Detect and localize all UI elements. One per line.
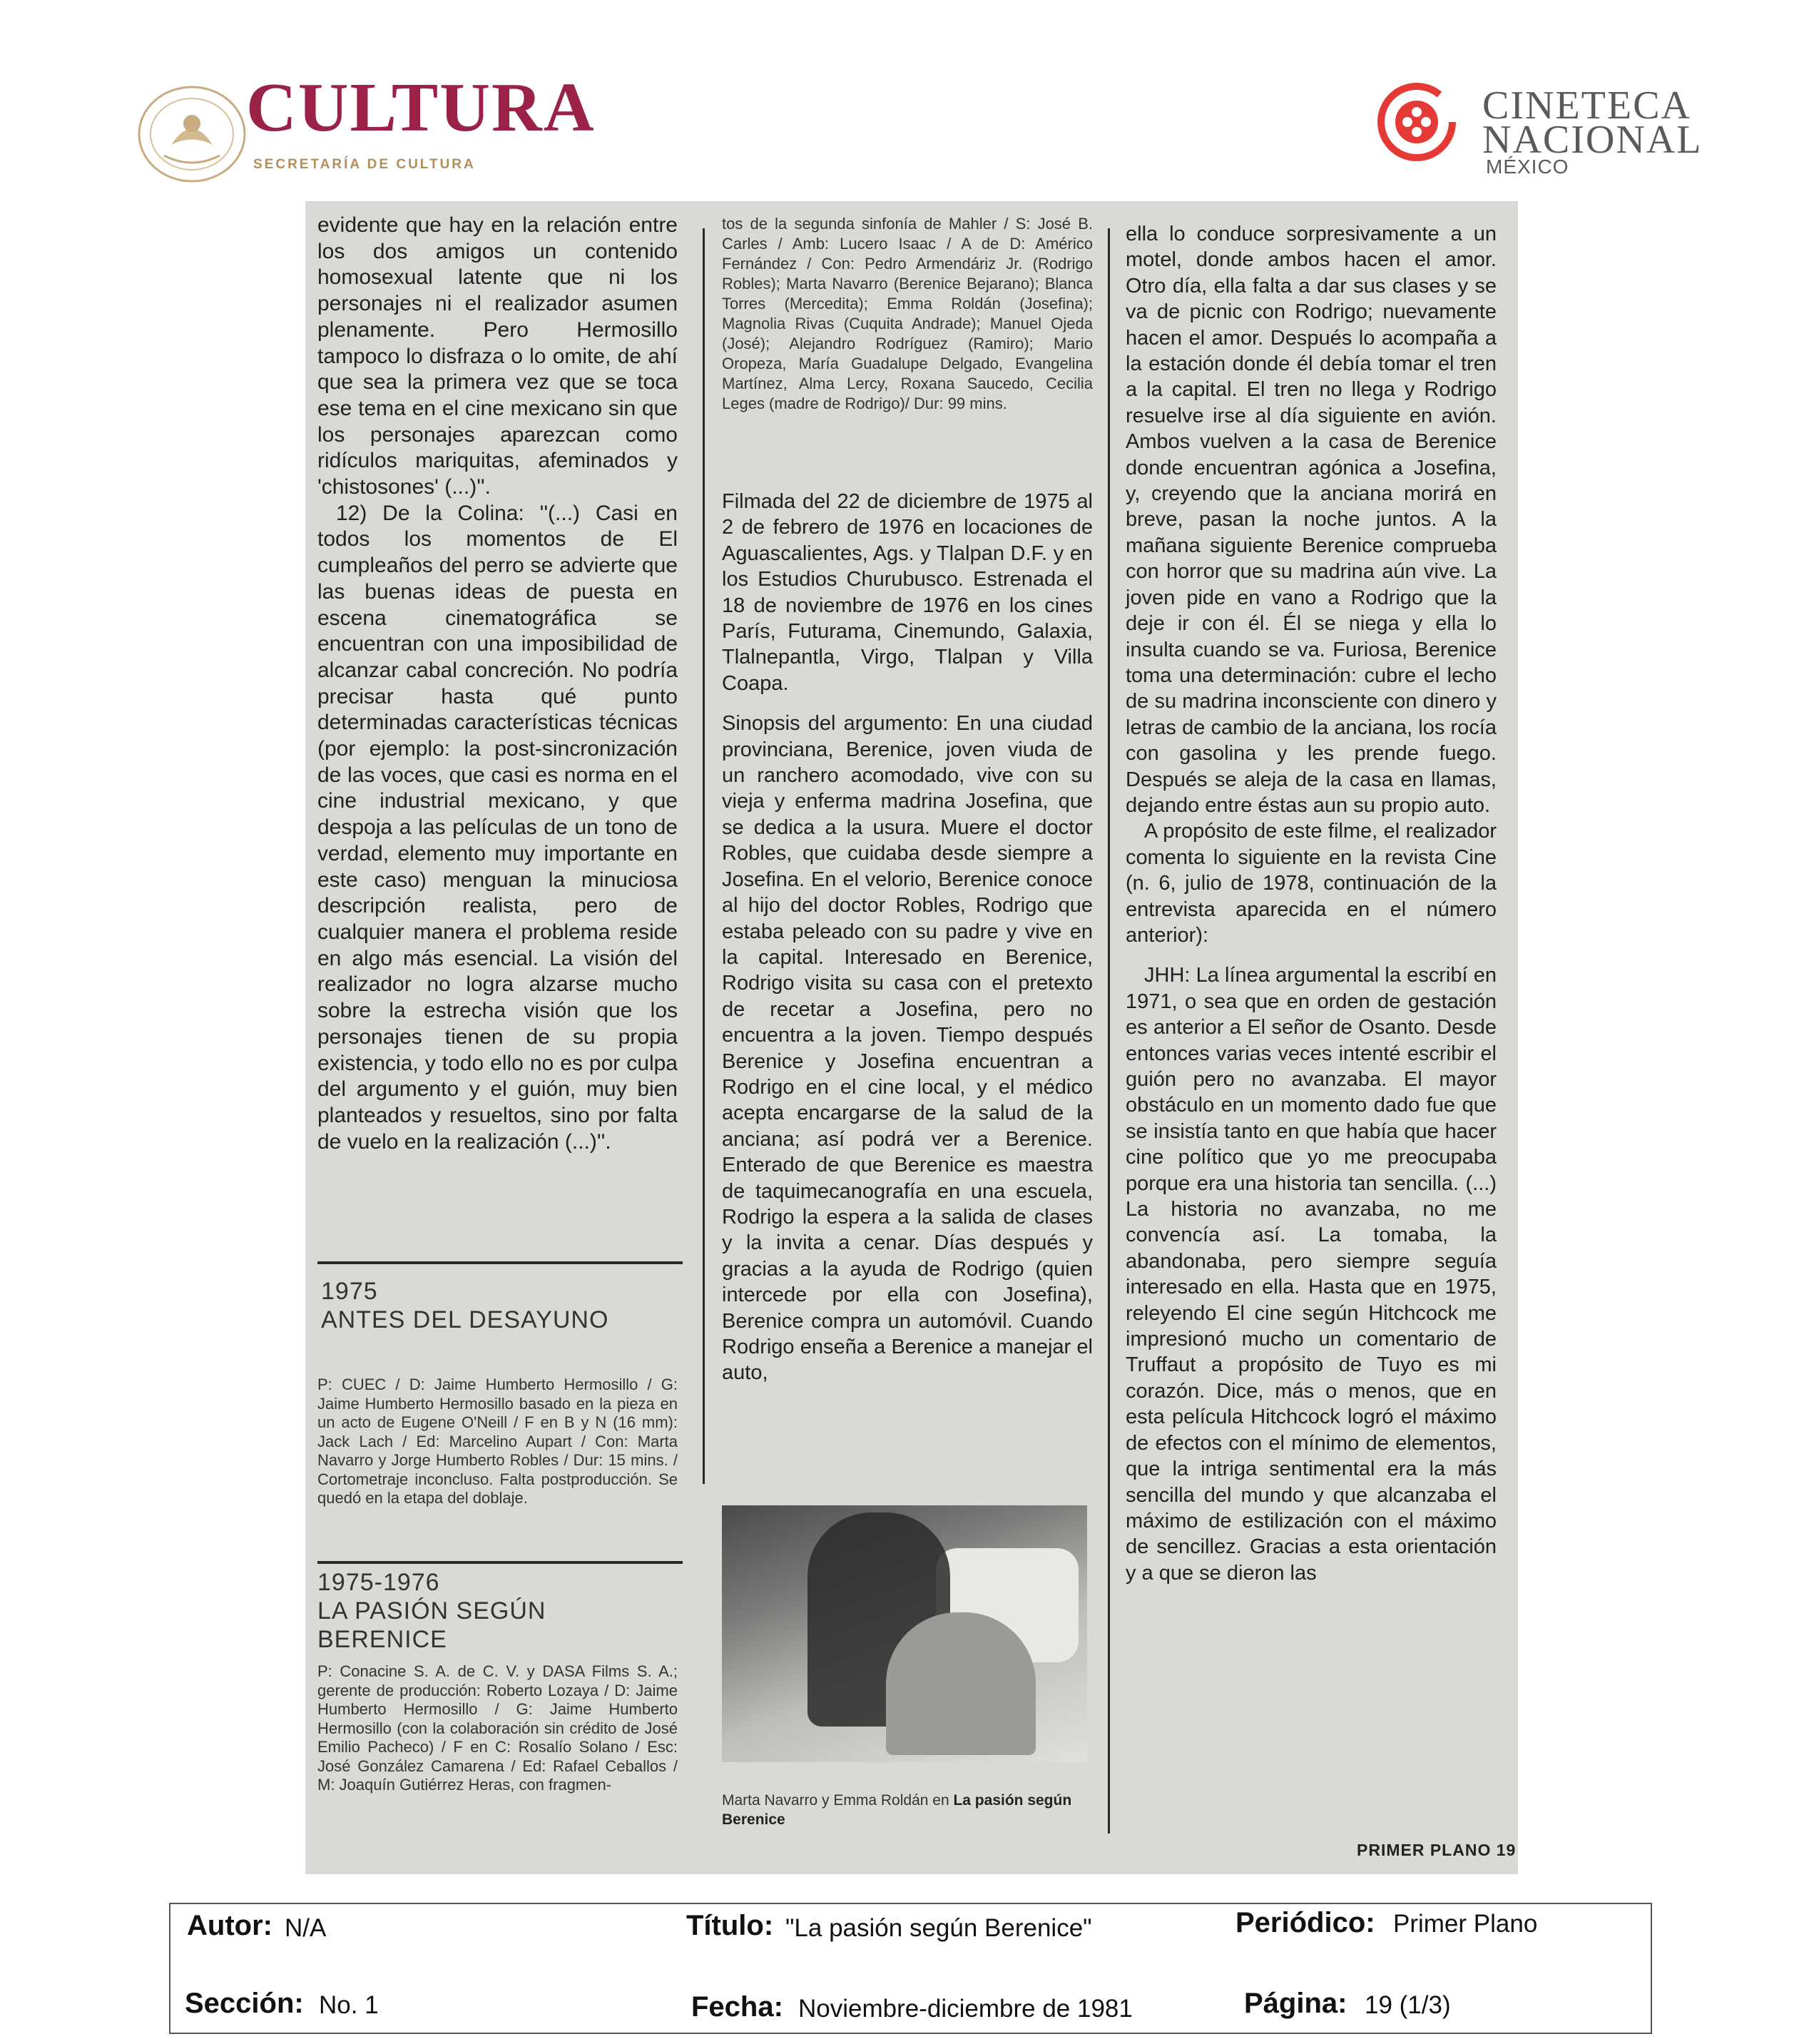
- seccion-value: No. 1: [319, 1991, 379, 2019]
- caption-film-title: La pasión según Berenice: [722, 1792, 1072, 1828]
- section-title-line: BERENICE: [317, 1626, 447, 1653]
- seccion-label: Sección:: [185, 1988, 304, 2019]
- section-credits: P: Conacine S. A. de C. V. y DASA Films S. A.; gerente de producción: Roberto Lozaya / D: Jaime Humberto Hermosillo / G: Jaime Humberto Hermosillo (con la colaboración sin crédito de José Emilio Pacheco) / F en C: Rosalío Solano / Esc: José González Camarena / Ed: Rafael Ceballos / M: Joaquín Gutiérrez Heras, con fragmen-: [317, 1662, 678, 1794]
- section-credits: P: CUEC / D: Jaime Humberto Hermosillo / G: Jaime Humberto Hermosillo basado en la pieza en un acto de Eugene O'Neill / F en B y N (16 mm): Jack Lach / Ed: Marcelino Aupart / Con: Marta Navarro y Jorge Humberto Robles / Dur: 15 mins. / Cortometraje inconcluso. Falta postproducción. Se quedó en la etapa del doblaje.: [317, 1376, 678, 1507]
- section-title: ANTES DEL DESAYUNO: [321, 1306, 609, 1333]
- paragraph: evidente que hay en la relación entre los dos amigos un contenido homosexual latente que ni los personajes ni el realizador asumen plenamente. Pero Hermosillo tampoco lo disfraza o lo omite, de ahí que sea la primera vez que se toca ese tema en el cine mexicano sin que los personajes aparezcan como ridículos mariquitas, afeminados y 'chistosones' (...)''.: [317, 213, 678, 499]
- column-divider: [703, 228, 705, 1484]
- section-divider: [317, 1261, 683, 1264]
- cineteca-line2: NACIONAL: [1482, 118, 1703, 162]
- metadata-box: [169, 1903, 1652, 2034]
- film-reel-icon: [1377, 82, 1457, 162]
- section-year: 1975: [321, 1278, 378, 1305]
- periodico-value: Primer Plano: [1393, 1910, 1538, 1938]
- mexico-seal-icon: [136, 84, 248, 184]
- pagina-label: Página:: [1244, 1988, 1347, 2019]
- article-column-1: [317, 213, 678, 1155]
- cineteca-line1: CINETECA: [1482, 83, 1691, 128]
- photo-figure: [886, 1612, 1036, 1755]
- paragraph: ella lo conduce sorpresivamente a un motel, donde ambos hacen el amor. Otro día, ella falta a dar sus clases y se va de picnic con Rodrigo; nuevamente hacen el amor. Después lo acompaña a la estación donde él debía tomar el tren a la capital. El tren no llega y Rodrigo resuelve irse al día siguiente en avión. Ambos vuelven a la casa de Berenice donde encuentran agónica a Josefina, y, creyendo que la anciana morirá en breve, pasan la noche juntos. A la mañana siguiente Berenice comprueba con horror que su madrina aún vive. La joven pide en vano a Rodrigo que la deje ir con él. Él se niega y ella lo insulta cuando se va. Furiosa, Berenice toma una determinación: cubre el lecho de su madrina inconsciente con dinero y letras de cambio de la anciana, los rocía con gasolina y les prende fuego. Después se aleja de la casa en llamas, dejando entre éstas aun su propio auto.: [1126, 223, 1497, 817]
- autor-value: N/A: [285, 1914, 327, 1942]
- film-credits: tos de la segunda sinfonía de Mahler / S: José B. Carles / Amb: Lucero Isaac / A de D: Américo Fernández / Con: Pedro Armendáriz Jr. (Rodrigo Robles); Marta Navarro (Berenice Bejarano); Blanca Torres (Mercedita); Emma Roldán (Josefina); Magnolia Rivas (Cuquita Andrade); Manuel Ojeda (José); Alejandro Rodríguez (Ramiro); Mario Oropeza, María Guadalupe Delgado, Evangelina Martínez, Alma Lercy, Roxana Saucedo, Cecilia Leges (madre de Rodrigo)/ Dur: 99 mins.: [722, 215, 1093, 412]
- fecha-value: Noviembre-diciembre de 1981: [798, 1995, 1133, 2023]
- section-title-line: LA PASIÓN SEGÚN: [317, 1597, 546, 1624]
- caption-text: Marta Navarro y Emma Roldán en: [722, 1792, 954, 1809]
- titulo-label: Título:: [686, 1910, 774, 1941]
- cultura-title: CULTURA: [246, 69, 596, 146]
- paragraph: 12) De la Colina: ''(...) Casi en todos los momentos de El cumpleaños del perro se advierte que las buenas ideas de puesta en escena cinematográfica se encuentran con una imposibilidad de alcanzar cabal concreción. No podría precisar hasta qué punto determinadas características técnicas (por ejemplo: la post-sincronización de las voces, que casi es norma en el cine industrial mexicano, y que despoja a las películas de un tono de verdad, elemento muy importante en este caso) menguan la minuciosa descripción realista, pero de cualquier manera el problema reside en algo más esencial. La visión del realizador no logra alzarse mucho sobre la estrecha visión que los personajes tienen de su propia existencia, y todo ello no es por culpa del argumento y el guión, muy bien planteados y resueltos, sino por falta de vuelo en la realización (...)''.: [317, 501, 678, 1154]
- section-divider: [317, 1561, 683, 1564]
- paragraph: Filmada del 22 de diciembre de 1975 al 2 de febrero de 1976 en locaciones de Aguascalientes, Ags. y Tlalpan D.F. y en los Estudios Churubusco. Estrenada el 18 de noviembre de 1976 en los cines París, Futurama, Cinemundo, Galaxia, Tlalnepantla, Virgo, Tlalpan y Villa Coapa.: [722, 490, 1093, 695]
- autor-label: Autor:: [187, 1910, 272, 1941]
- cineteca-country: MÉXICO: [1486, 156, 1569, 178]
- page-folio: PRIMER PLANO 19: [1357, 1841, 1517, 1859]
- film-still-photo: [722, 1505, 1087, 1762]
- section-year: 1975-1976: [317, 1569, 440, 1596]
- titulo-value: "La pasión según Berenice": [785, 1914, 1092, 1942]
- cineteca-name: [1482, 83, 1703, 162]
- section-title: [317, 1597, 546, 1654]
- article-column-2: [722, 489, 1093, 1386]
- photo-caption: [722, 1791, 1093, 1829]
- column-divider: [1108, 228, 1110, 1834]
- cultura-subtitle: SECRETARÍA DE CULTURA: [253, 157, 476, 172]
- pagina-value: 19 (1/3): [1365, 1991, 1451, 2019]
- paragraph: JHH: La línea argumental la escribí en 1971, o sea que en orden de gestación es anterior a El señor de Osanto. Desde entonces varias veces intenté escribir el guión pero no avanzaba. El mayor obstáculo en un momento dado fue que se insistía tanto en que había que hacer cine político que yo me preocupaba porque era una historia tan sencilla. (...) La historia no avanzaba, no me convencía así. La tomaba, la abandonaba, pero siempre seguía interesado en ella. Hasta que en 1975, releyendo El cine según Hitchcock me impresionó mucho un comentario de Truffaut a propósito de Tuyo es mi corazón. Dice, más o menos, que en esta película Hitchcock logró el máximo de efectos con el mínimo de elementos, que la intriga sentimental era la más sencilla del mundo y que alcanzaba el máximo de estilización con el máximo de sencillez. Gracias a esta orientación y a que se dieron las: [1126, 964, 1497, 1585]
- periodico-label: Periódico:: [1235, 1907, 1375, 1938]
- paragraph: Sinopsis del argumento: En una ciudad provinciana, Berenice, joven viuda de un ranchero acomodado, vive con su vieja y enferma madrina Josefina, que se dedica a la usura. Muere el doctor Robles, que cuidaba desde siempre a Josefina. En el velorio, Berenice conoce al hijo del doctor Robles, Rodrigo que estaba peleado con su padre y vive en la capital. Interesado en Berenice, Rodrigo visita su casa con el pretexto de recetar a Josefina, pero no encuentra a la joven. Tiempo después Berenice y Josefina encuentran a Rodrigo en el cine local, y el médico acepta encargarse de la salud de la anciana; así podrá ver a Berenice. Enterado de que Berenice es maestra de taquimecanografía en una escuela, Rodrigo la espera a la salida de clases y la invita a cenar. Días después y gracias a la ayuda de Rodrigo (quien intercede por ella con Josefina), Berenice compra un automóvil. Cuando Rodrigo enseña a Berenice a manejar el auto,: [722, 712, 1093, 1385]
- article-column-3: [1126, 221, 1497, 1586]
- fecha-label: Fecha:: [691, 1991, 783, 2023]
- paragraph: A propósito de este filme, el realizador comenta lo siguiente en la revista Cine (n. 6, julio de 1978, continuación de la entrevista aparecida en el número anterior):: [1126, 820, 1497, 947]
